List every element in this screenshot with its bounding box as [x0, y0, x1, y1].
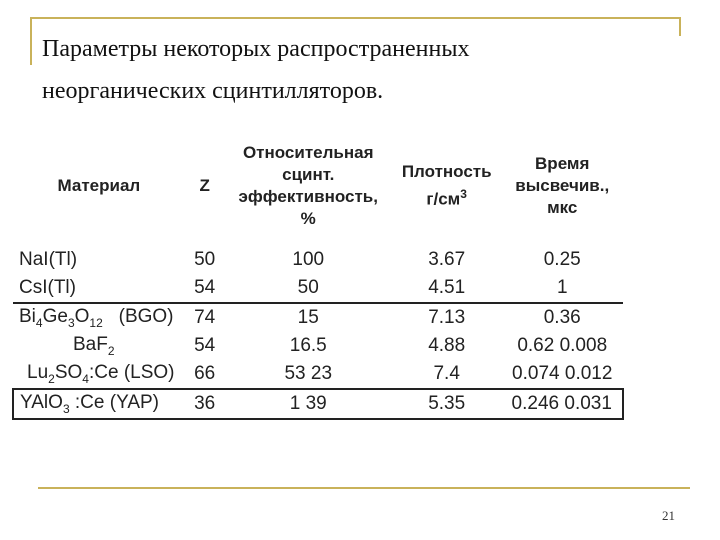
- formula-part: :Ce (YAP): [69, 392, 160, 414]
- formula-sub: 4: [35, 315, 43, 330]
- formula-sub: 2: [48, 371, 55, 386]
- cell-material: [13, 360, 185, 389]
- table-row: [13, 274, 623, 303]
- header-z: Z: [199, 176, 210, 195]
- cell-density: 5.35: [392, 389, 502, 419]
- header-efficiency-line: %: [300, 209, 316, 228]
- cell-z: 66: [194, 363, 216, 384]
- cell-density: 7.13: [428, 307, 466, 328]
- cell-efficiency: 1 39: [225, 389, 392, 419]
- header-efficiency-line: сцинт.: [282, 165, 335, 184]
- frame-line-right: [679, 17, 681, 36]
- cell-efficiency: 53 23: [284, 363, 333, 384]
- table-row: [13, 303, 623, 332]
- cell-decay: 0.62 0.008: [517, 335, 608, 356]
- cell-z: 36: [185, 389, 225, 419]
- scintillator-table: [12, 130, 624, 420]
- table-row: [13, 360, 623, 389]
- formula-part: Ge: [42, 306, 68, 328]
- cell-density: 4.88: [428, 335, 466, 356]
- cell-z: 54: [185, 274, 225, 303]
- cell-material: [13, 303, 185, 332]
- frame-line-bottom: [38, 487, 690, 489]
- cell-density: 3.67: [428, 249, 466, 270]
- table-row: [13, 332, 623, 360]
- table-row: [13, 246, 623, 274]
- header-efficiency-line: Относительная: [242, 143, 374, 162]
- formula-sub: 2: [107, 343, 115, 358]
- formula-part: O: [74, 306, 90, 328]
- cell-density: 7.4: [433, 363, 460, 384]
- formula-part: BaF: [73, 334, 108, 356]
- page-number: 21: [662, 508, 675, 523]
- cell-z: 50: [194, 249, 216, 270]
- formula-sub: 3: [62, 401, 70, 416]
- header-decay-line: Время: [535, 154, 590, 173]
- slide-title: [42, 28, 642, 112]
- cell-material: CsI(Tl): [13, 274, 185, 303]
- frame-line-left: [30, 17, 32, 65]
- header-efficiency: [225, 130, 392, 246]
- formula-part: Bi: [19, 306, 36, 328]
- header-efficiency-line: эффективность,: [238, 187, 378, 206]
- formula-part: (BGO): [102, 306, 174, 328]
- cell-decay: 0.25: [543, 249, 581, 270]
- cell-z: 54: [194, 335, 216, 356]
- cell-material: NaI(Tl): [19, 249, 78, 270]
- cell-density: 4.51: [392, 274, 502, 303]
- formula-part: :Ce (LSO): [88, 362, 175, 384]
- slide-title-line-1: Параметры некоторых распространенных: [42, 36, 470, 62]
- cell-decay: 1: [501, 274, 623, 303]
- formula-sub: 4: [82, 371, 89, 386]
- frame-line-top: [30, 17, 680, 19]
- cell-decay: 0.246 0.031: [501, 389, 623, 419]
- header-decay-line: мкс: [547, 198, 578, 217]
- cell-z: 74: [194, 307, 216, 328]
- cell-material: [13, 389, 185, 419]
- header-decay-line: высвечив.,: [515, 176, 610, 195]
- formula-sub: 12: [89, 315, 103, 330]
- header-density-line: [394, 183, 500, 211]
- header-density: [392, 130, 502, 246]
- cell-decay: 0.074 0.012: [512, 363, 613, 384]
- header-density-sup: 3: [460, 187, 467, 202]
- table-row: [13, 389, 623, 419]
- formula-part: YAlO: [20, 392, 63, 414]
- cell-efficiency: 50: [225, 274, 392, 303]
- header-material: Материал: [57, 176, 141, 195]
- scintillator-table-wrapper: [12, 130, 624, 418]
- header-density-line: Плотность: [401, 162, 492, 182]
- slide-title-line-2: неорганических сцинтилляторов.: [42, 78, 384, 104]
- cell-efficiency: 100: [292, 249, 325, 270]
- header-density-unit: г/см: [426, 189, 461, 209]
- formula-part: Lu: [27, 362, 49, 384]
- formula-part: SO: [54, 362, 83, 384]
- formula-sub: 3: [67, 315, 75, 330]
- cell-efficiency: 15: [297, 307, 319, 328]
- cell-efficiency: 16.5: [289, 335, 327, 356]
- cell-material: [13, 332, 185, 360]
- header-decay: [501, 130, 623, 246]
- cell-decay: 0.36: [543, 307, 581, 328]
- table-header-row: [13, 130, 623, 246]
